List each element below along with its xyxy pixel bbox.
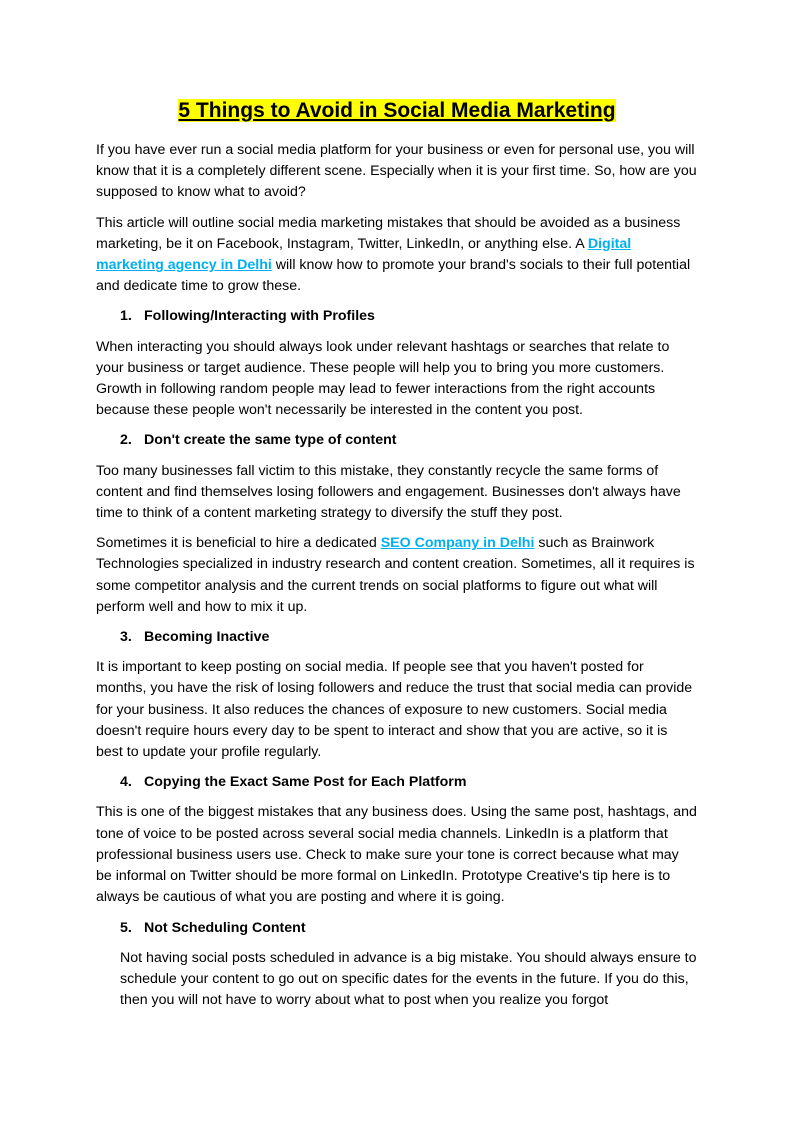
section-2-paragraph-2-text-before: Sometimes it is beneficial to hire a dedicated: [96, 535, 381, 552]
document-page: [96, 96, 698, 1020]
section-4-title: Copying the Exact Same Post for Each Platform: [144, 774, 467, 791]
intro-paragraph-2-text-before: This article will outline social media marketing mistakes that should be avoided as a business marketing, be it on Facebook, Instagram, Twitter, LinkedIn, or anything else. A: [96, 214, 681, 252]
section-2-number: 2.: [120, 432, 132, 449]
section-4-heading: [96, 772, 698, 793]
digital-marketing-agency-link[interactable]: Digital marketing agency in Delhi: [96, 235, 632, 274]
section-1-number: 1.: [120, 308, 132, 325]
intro-paragraph-2: [96, 213, 698, 298]
section-3-number: 3.: [120, 629, 132, 646]
section-5-title: Not Scheduling Content: [144, 919, 306, 936]
intro-paragraph-1: If you have ever run a social media platform for your business or even for personal use, you will know that it is a completely different scene. Especially when it is your first time. So, how are you supposed to know what to avoid?: [96, 142, 697, 201]
section-4-paragraph: This is one of the biggest mistakes that any business does. Using the same post, hashtags, and tone of voice to be posted across several social media channels. LinkedIn is a platform that professional business users use. Check to make sure your tone is correct because what may be informal on Twitter should be more formal on LinkedIn. Prototype Creative's tip here is to always be cautious of what you are posting and where it is going.: [96, 804, 697, 906]
section-2-paragraph-2-text-after: such as Brainwork Technologies specialized in industry research and content creation. Sometimes, all it requires is some competitor analysis and the current trends on social platforms to figure out what will perform well and how to mix it up.: [96, 535, 695, 615]
section-1-heading: [96, 306, 698, 327]
section-3-title: Becoming Inactive: [144, 629, 270, 646]
seo-company-link[interactable]: SEO Company in Delhi: [380, 535, 535, 552]
section-3-paragraph: It is important to keep posting on social media. If people see that you haven't posted for months, you have the risk of losing followers and reduce the trust that social media can provide for your business. It also reduces the chances of exposure to new customers. Social media doesn't require hours every day to be spent to interact and show that you are active, so it is best to update your profile regularly.: [96, 659, 693, 761]
section-2-title: Don't create the same type of content: [144, 432, 397, 449]
intro-paragraph-2-text-after: will know how to promote your brand's socials to their full potential and dedicate time to grow these.: [96, 257, 691, 295]
section-3-heading: [96, 627, 698, 648]
section-2-heading: [96, 430, 698, 451]
section-5-paragraph: Not having social posts scheduled in advance is a big mistake. You should always ensure to schedule your content to go out on specific dates for the events in the future. If you do this, then you will not have to worry about what to post when you realize you forgot: [120, 949, 697, 1009]
section-1-title: Following/Interacting with Profiles: [144, 308, 375, 325]
section-5-heading: [96, 918, 698, 939]
title-container: [96, 96, 698, 126]
page-title: 5 Things to Avoid in Social Media Marketing: [178, 99, 616, 122]
section-1-paragraph: When interacting you should always look under relevant hashtags or searches that relate to your business or target audience. These people will help you to bring you more customers. Growth in following random people may lead to fewer interactions from the right accounts because these people won't necessarily be interested in the content you post.: [96, 338, 670, 419]
section-5-number: 5.: [120, 919, 132, 936]
section-2-paragraph-2: [96, 533, 698, 618]
section-4-number: 4.: [120, 774, 132, 791]
section-2-paragraph-1: Too many businesses fall victim to this mistake, they constantly recycle the same forms of content and find themselves losing followers and engagement. Businesses don't always have time to think of a content marketing strategy to diversify the stuff they post.: [96, 462, 681, 522]
